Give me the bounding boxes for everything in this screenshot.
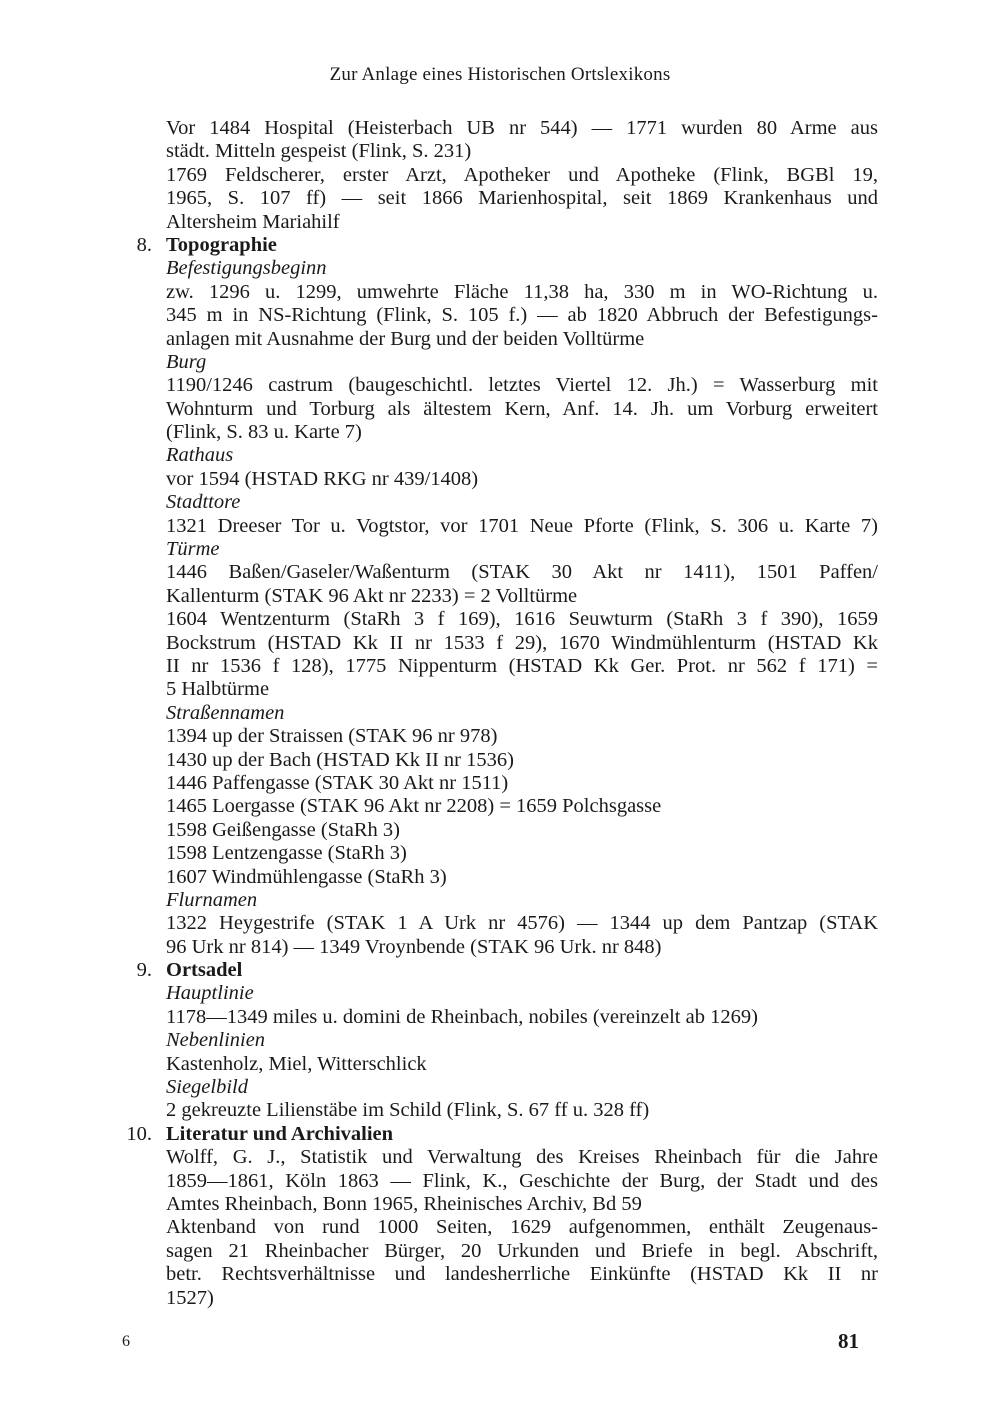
line-text: Altersheim Mariahilf	[166, 210, 340, 233]
text-line	[0, 515, 878, 538]
subheading-text: Türme	[166, 538, 220, 561]
text-line	[0, 281, 878, 304]
line-text: Wohnturm und Torburg als ältestem Kern, Anf. 14. Jh. um Vorburg erweitert	[166, 397, 878, 420]
text-line	[0, 1216, 878, 1239]
line-text: Wolff, G. J., Statistik und Verwaltung des Kreises Rheinbach für die Jahre	[166, 1146, 878, 1169]
text-line	[0, 1263, 878, 1286]
text-line	[0, 211, 878, 234]
text-line	[0, 187, 878, 210]
line-text: 1465 Loergasse (STAK 96 Akt nr 2208) = 1659 Polchsgasse	[166, 795, 662, 818]
page-body	[0, 117, 1000, 1310]
subheading-text: Stadttore	[166, 491, 241, 514]
text-line	[0, 1240, 878, 1263]
text-line	[0, 1053, 878, 1076]
text-line	[0, 819, 878, 842]
text-line	[0, 140, 878, 163]
line-text: Kastenholz, Miel, Witterschlick	[166, 1052, 427, 1075]
section-title: Literatur und Archivalien	[166, 1122, 394, 1145]
text-line	[0, 561, 878, 584]
section-heading-line	[0, 234, 878, 257]
text-line	[0, 655, 878, 678]
text-line	[0, 866, 878, 889]
text-line	[0, 936, 878, 959]
text-line	[0, 1099, 878, 1122]
text-line	[0, 749, 878, 772]
text-line	[0, 1076, 878, 1099]
line-text: 1598 Lentzengasse (StaRh 3)	[166, 842, 407, 865]
subheading-text: Straßennamen	[166, 701, 285, 724]
line-text: 1321 Dreeser Tor u. Vogtstor, vor 1701 Neue Pforte (Flink, S. 306 u. Karte 7)	[166, 514, 878, 537]
text-line	[0, 1006, 878, 1029]
text-line	[0, 585, 878, 608]
line-text: sagen 21 Rheinbacher Bürger, 20 Urkunden und Briefe in begl. Abschrift,	[166, 1239, 878, 1262]
line-text: Kallenturm (STAK 96 Akt nr 2233) = 2 Volltürme	[166, 584, 578, 607]
subheading-text: Burg	[166, 350, 207, 373]
subheading-text: Nebenlinien	[166, 1029, 266, 1052]
text-line	[0, 772, 878, 795]
text-line	[0, 257, 878, 280]
section-number: 9.	[136, 959, 152, 982]
text-line	[0, 491, 878, 514]
text-line	[0, 678, 878, 701]
line-text: 1178—1349 miles u. domini de Rheinbach, nobiles (vereinzelt ab 1269)	[166, 1005, 758, 1028]
subheading-text: Flurnamen	[166, 888, 258, 911]
text-line	[0, 1146, 878, 1169]
text-line	[0, 304, 878, 327]
subheading-text: Rathaus	[166, 444, 234, 467]
section-heading-line	[0, 959, 878, 982]
section-heading-line	[0, 1123, 878, 1146]
text-line	[0, 842, 878, 865]
section-number: 10.	[126, 1122, 152, 1145]
line-text: 1446 Baßen/Gaseler/Waßenturm (STAK 30 Akt nr 1411), 1501 Paffen/	[166, 561, 878, 584]
line-text: 5 Halbtürme	[166, 678, 270, 701]
section-number: 8.	[136, 233, 152, 256]
section-title: Ortsadel	[166, 959, 243, 982]
text-line	[0, 608, 878, 631]
line-text: (Flink, S. 83 u. Karte 7)	[166, 421, 362, 444]
text-line	[0, 117, 878, 140]
line-text: anlagen mit Ausnahme der Burg und der beiden Volltürme	[166, 327, 645, 350]
line-text: Amtes Rheinbach, Bonn 1965, Rheinisches Archiv, Bd 59	[166, 1192, 642, 1215]
section-title: Topographie	[166, 233, 277, 256]
line-text: 1965, S. 107 ff) — seit 1866 Marienhospital, seit 1869 Krankenhaus und	[166, 187, 878, 210]
line-text: 1430 up der Bach (HSTAD Kk II nr 1536)	[166, 748, 514, 771]
line-text: 1394 up der Straissen (STAK 96 nr 978)	[166, 725, 498, 748]
text-line	[0, 982, 878, 1005]
text-line	[0, 1287, 878, 1310]
text-line	[0, 328, 878, 351]
line-text: 1527)	[166, 1286, 214, 1309]
text-line	[0, 632, 878, 655]
line-text: 1769 Feldscherer, erster Arzt, Apotheker und Apotheke (Flink, BGBl 19,	[166, 163, 878, 186]
running-header: Zur Anlage eines Historischen Ortslexikons	[329, 64, 671, 85]
line-text: II nr 1536 f 128), 1775 Nippenturm (HSTAD Kk Ger. Prot. nr 562 f 171) =	[166, 654, 878, 677]
page-number: 81	[838, 1329, 859, 1353]
line-text: 1604 Wentzenturm (StaRh 3 f 169), 1616 Seuwturm (StaRh 3 f 390), 1659	[166, 608, 878, 631]
line-text: vor 1594 (HSTAD RKG nr 439/1408)	[166, 467, 479, 490]
line-text: zw. 1296 u. 1299, umwehrte Fläche 11,38 ha, 330 m in WO-Richtung u.	[166, 280, 878, 303]
line-text: städt. Mitteln gespeist (Flink, S. 231)	[166, 140, 472, 163]
signature-mark: 6	[122, 1333, 130, 1350]
line-text: 1607 Windmühlengasse (StaRh 3)	[166, 865, 447, 888]
line-text: 1598 Geißengasse (StaRh 3)	[166, 818, 400, 841]
text-line	[0, 374, 878, 397]
text-line	[0, 468, 878, 491]
text-line	[0, 1029, 878, 1052]
text-line	[0, 351, 878, 374]
subheading-text: Befestigungsbeginn	[166, 257, 327, 280]
text-line	[0, 164, 878, 187]
line-text: 2 gekreuzte Lilienstäbe im Schild (Flink, S. 67 ff u. 328 ff)	[166, 1099, 650, 1122]
line-text: 1859—1861, Köln 1863 — Flink, K., Geschichte der Burg, der Stadt und des	[166, 1169, 878, 1192]
text-line	[0, 444, 878, 467]
line-text: Aktenband von rund 1000 Seiten, 1629 aufgenommen, enthält Zeugenaus-	[166, 1216, 878, 1239]
line-text: 1322 Heygestrife (STAK 1 A Urk nr 4576) — 1344 up dem Pantzap (STAK	[166, 912, 878, 935]
line-text: 1190/1246 castrum (baugeschichtl. letztes Viertel 12. Jh.) = Wasserburg mit	[166, 374, 878, 397]
text-line	[0, 702, 878, 725]
text-line	[0, 725, 878, 748]
text-line	[0, 912, 878, 935]
text-line	[0, 889, 878, 912]
text-line	[0, 398, 878, 421]
text-line	[0, 421, 878, 444]
line-text: betr. Rechtsverhältnisse und landesherrliche Einkünfte (HSTAD Kk II nr	[166, 1263, 878, 1286]
subheading-text: Hauptlinie	[166, 982, 254, 1005]
line-text: 345 m in NS-Richtung (Flink, S. 105 f.) — ab 1820 Abbruch der Befestigungs-	[166, 304, 878, 327]
subheading-text: Siegelbild	[166, 1076, 248, 1099]
line-text: 96 Urk nr 814) — 1349 Vroynbende (STAK 96 Urk. nr 848)	[166, 935, 662, 958]
text-line	[0, 795, 878, 818]
line-text: Vor 1484 Hospital (Heisterbach UB nr 544) — 1771 wurden 80 Arme aus	[166, 117, 878, 139]
line-text: Bockstrum (HSTAD Kk II nr 1533 f 29), 1670 Windmühlenturm (HSTAD Kk	[166, 631, 878, 654]
text-line	[0, 1193, 878, 1216]
line-text: 1446 Paffengasse (STAK 30 Akt nr 1511)	[166, 771, 509, 794]
text-line	[0, 1170, 878, 1193]
text-line	[0, 538, 878, 561]
